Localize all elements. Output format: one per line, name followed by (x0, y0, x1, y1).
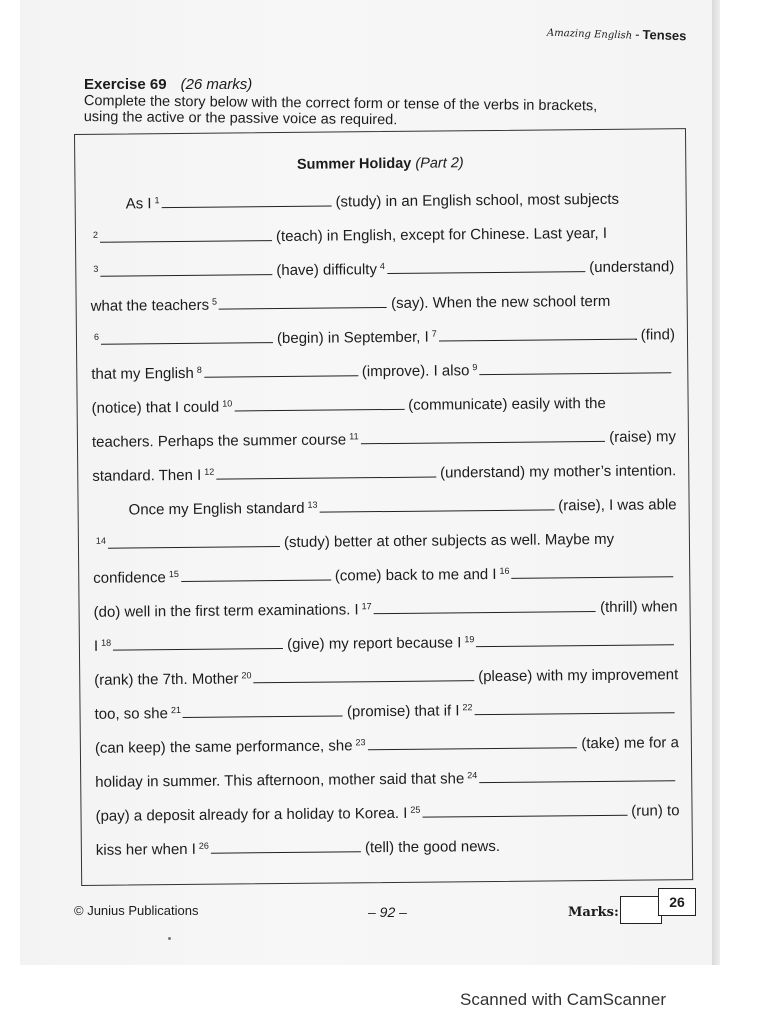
line-text: standard. Then I (92, 466, 202, 485)
answer-blank-23[interactable] (368, 746, 578, 750)
story-line-3 (90, 255, 674, 281)
answer-blank-26[interactable] (211, 850, 361, 853)
line-text: (understand) (589, 258, 675, 277)
answer-blank-2[interactable] (100, 239, 272, 243)
line-text: (give) my report because I (287, 634, 462, 653)
answer-blank-13[interactable] (320, 508, 555, 512)
answer-blank-10[interactable] (234, 408, 404, 412)
page-number: – 92 – (368, 904, 407, 920)
paper-speck (168, 937, 171, 940)
instruction-line-2: using the active or the passive voice as required. (83, 108, 398, 129)
answer-blank-5[interactable] (219, 306, 387, 310)
answer-blank-17[interactable] (374, 610, 596, 614)
blank-number: 23 (355, 737, 366, 748)
line-text: I (93, 637, 99, 655)
line-text: (pay) a deposit already for a holiday to Korea. I (95, 804, 408, 825)
blank-number: 2 (92, 229, 99, 240)
series-name: Amazing English (546, 27, 632, 42)
story-line-6 (91, 357, 675, 383)
running-head-separator: - (634, 26, 640, 42)
story-line-18 (95, 765, 679, 791)
answer-blank-18[interactable] (113, 647, 283, 651)
story-box (74, 128, 693, 886)
line-text: (begin) in September, I (276, 328, 429, 348)
story-title-main: Summer Holiday (296, 155, 412, 173)
blank-number: 24 (467, 770, 478, 781)
answer-blank-12[interactable] (216, 476, 436, 480)
story-line-16 (94, 697, 678, 723)
story-line-4 (91, 289, 675, 315)
line-text: (study) better at other subjects as well. Maybe my (283, 530, 615, 552)
blank-number: 14 (95, 535, 106, 546)
blank-number: 4 (379, 261, 385, 272)
blank-number: 3 (93, 263, 99, 274)
blank-number: 22 (462, 702, 473, 713)
exercise-instructions (84, 93, 694, 131)
answer-blank-25[interactable] (422, 814, 627, 818)
story-line-8 (92, 425, 676, 451)
blank-number: 12 (204, 466, 215, 477)
line-text: confidence (93, 569, 166, 587)
answer-blank-7[interactable] (439, 338, 637, 342)
exercise-title: Exercise 69 (84, 76, 167, 93)
story-title-part: (Part 2) (415, 155, 464, 172)
line-text: kiss her when I (95, 840, 197, 859)
story-line-10 (93, 493, 677, 519)
story-line-19 (95, 799, 679, 825)
blank-number: 25 (410, 804, 421, 815)
line-text: (run) to (631, 802, 680, 820)
line-text: (tell) the good news. (364, 837, 501, 857)
marks-score-box[interactable] (620, 896, 662, 924)
page-edge (712, 0, 720, 965)
answer-blank-16[interactable] (512, 575, 674, 579)
answer-blank-8[interactable] (204, 374, 358, 377)
line-text: (teach) in English, except for Chinese. Last year, I (275, 224, 608, 246)
line-text: what the teachers (90, 296, 210, 315)
line-text: too, so she (94, 705, 169, 723)
story-title (75, 153, 685, 175)
answer-blank-4[interactable] (387, 270, 585, 274)
marks-total: 26 (658, 888, 696, 916)
answer-blank-24[interactable] (479, 779, 675, 783)
story-line-14 (94, 629, 678, 655)
blank-number: 17 (361, 601, 372, 612)
line-text: (find) (640, 326, 676, 344)
blank-number: 9 (472, 362, 478, 373)
blank-number: 15 (168, 569, 179, 580)
answer-blank-19[interactable] (476, 643, 674, 647)
answer-blank-6[interactable] (101, 341, 273, 345)
answer-blank-11[interactable] (361, 440, 606, 444)
line-text: (rank) the 7th. Mother (94, 670, 239, 689)
story-line-13 (93, 595, 677, 621)
story-line-1 (90, 187, 674, 213)
answer-blank-15[interactable] (181, 579, 331, 582)
line-text: (say). When the new school term (390, 292, 611, 312)
blank-number: 20 (241, 670, 252, 681)
story-line-7 (92, 391, 676, 417)
line-text: (communicate) easily with the (408, 394, 606, 414)
publisher-credit: © Junius Publications (74, 903, 199, 918)
line-text: (have) difficulty (276, 261, 378, 280)
exercise-heading (84, 76, 252, 93)
answer-blank-3[interactable] (100, 273, 272, 277)
story-line-5 (91, 323, 675, 349)
blank-number: 6 (93, 331, 100, 342)
story-line-20 (96, 833, 680, 859)
line-text: (understand) my mother’s intention. (439, 462, 677, 482)
line-text: (please) with my improvement (478, 666, 679, 686)
answer-blank-21[interactable] (183, 714, 343, 718)
instruction-line-1: Complete the story below with the correct form or tense of the verbs in brackets, (83, 93, 598, 115)
line-text: (improve). I also (361, 362, 470, 381)
answer-blank-9[interactable] (479, 371, 671, 375)
blank-number: 8 (196, 364, 202, 375)
blank-number: 16 (499, 565, 510, 576)
line-text: (study) in an English school, most subjects (335, 190, 620, 211)
story-line-15 (94, 663, 678, 689)
line-text: Once my English standard (128, 499, 305, 519)
line-text: (raise) my (609, 428, 677, 446)
story-line-2 (90, 221, 674, 247)
line-text: (promise) that if I (346, 702, 460, 721)
scanner-watermark: Scanned with CamScanner (460, 990, 667, 1009)
line-text: (notice) that I could (91, 398, 220, 417)
line-text: (thrill) when (599, 598, 678, 616)
story-line-17 (95, 731, 679, 757)
line-text: As I (125, 195, 152, 213)
topic-name: Tenses (641, 26, 687, 44)
story-line-9 (92, 459, 676, 485)
story-line-11 (93, 527, 677, 553)
line-text: that my English (91, 364, 194, 383)
marks-label: Marks: (568, 905, 619, 920)
blank-number: 18 (101, 637, 112, 648)
blank-number: 19 (464, 634, 475, 645)
line-text: (take) me for a (581, 734, 679, 753)
blank-number: 1 (154, 195, 160, 206)
line-text: holiday in summer. This afternoon, mother said that she (95, 770, 465, 791)
blank-number: 26 (198, 840, 209, 851)
blank-number: 5 (211, 296, 218, 307)
blank-number: 21 (170, 705, 181, 716)
line-text: (raise), I was able (558, 496, 677, 515)
blank-number: 7 (431, 328, 437, 339)
line-text: (can keep) the same performance, she (94, 737, 353, 757)
line-text: (come) back to me and I (334, 565, 497, 585)
blank-number: 13 (307, 499, 318, 510)
exercise-marks: (26 marks) (180, 76, 253, 93)
blank-number: 10 (222, 398, 233, 409)
answer-blank-22[interactable] (475, 711, 675, 715)
blank-number: 11 (349, 431, 359, 442)
line-text: (do) well in the first term examinations. I (93, 601, 359, 621)
answer-blank-1[interactable] (162, 205, 332, 209)
line-text: teachers. Perhaps the summer course (91, 431, 347, 451)
story-line-12 (93, 561, 677, 587)
answer-blank-20[interactable] (254, 679, 475, 683)
answer-blank-14[interactable] (108, 545, 280, 549)
